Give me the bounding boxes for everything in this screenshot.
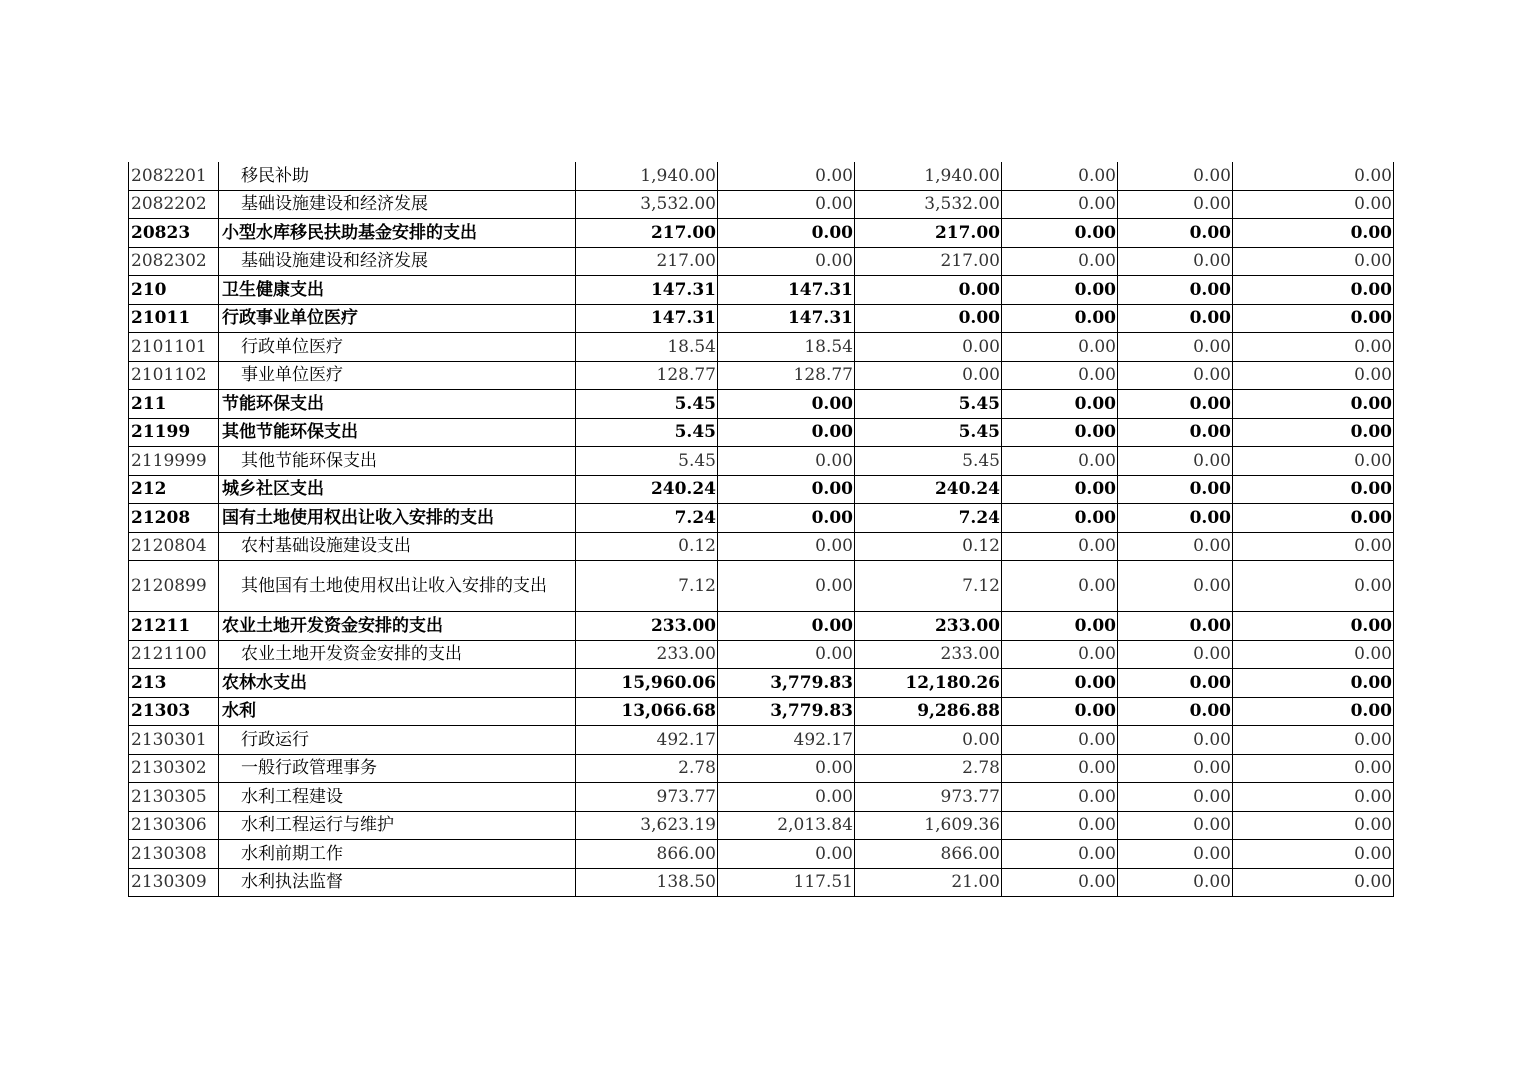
row-amount-3: 0.00 — [855, 333, 1002, 362]
row-name: 农业土地开发资金安排的支出 — [219, 612, 576, 641]
row-amount-1: 217.00 — [576, 247, 718, 276]
row-amount-3: 217.00 — [855, 247, 1002, 276]
row-amount-6: 0.00 — [1233, 811, 1394, 840]
row-name: 基础设施建设和经济发展 — [219, 190, 576, 219]
row-amount-5: 0.00 — [1118, 276, 1233, 305]
row-name: 基础设施建设和经济发展 — [219, 247, 576, 276]
row-amount-1: 217.00 — [576, 219, 718, 248]
row-amount-1: 18.54 — [576, 333, 718, 362]
row-amount-6: 0.00 — [1233, 697, 1394, 726]
row-amount-6: 0.00 — [1233, 868, 1394, 897]
row-amount-1: 13,066.68 — [576, 697, 718, 726]
row-amount-3: 233.00 — [855, 640, 1002, 669]
row-amount-1: 866.00 — [576, 840, 718, 869]
table-row — [129, 190, 1394, 219]
row-code: 2130306 — [129, 811, 219, 840]
table-row — [129, 726, 1394, 755]
row-name: 移民补助 — [219, 162, 576, 190]
row-amount-5: 0.00 — [1118, 669, 1233, 698]
row-name: 水利工程运行与维护 — [219, 811, 576, 840]
row-amount-2: 0.00 — [718, 504, 855, 533]
row-amount-4: 0.00 — [1002, 390, 1118, 419]
row-amount-3: 2.78 — [855, 754, 1002, 783]
row-amount-4: 0.00 — [1002, 504, 1118, 533]
row-amount-6: 0.00 — [1233, 840, 1394, 869]
row-amount-1: 15,960.06 — [576, 669, 718, 698]
row-amount-1: 3,532.00 — [576, 190, 718, 219]
row-amount-4: 0.00 — [1002, 868, 1118, 897]
row-name: 水利执法监督 — [219, 868, 576, 897]
row-amount-6: 0.00 — [1233, 640, 1394, 669]
row-amount-6: 0.00 — [1233, 475, 1394, 504]
row-amount-3: 0.00 — [855, 726, 1002, 755]
row-name: 水利 — [219, 697, 576, 726]
row-amount-1: 1,940.00 — [576, 162, 718, 190]
row-code: 2119999 — [129, 447, 219, 476]
row-amount-2: 147.31 — [718, 276, 855, 305]
row-amount-3: 0.00 — [855, 304, 1002, 333]
row-name: 节能环保支出 — [219, 390, 576, 419]
row-amount-5: 0.00 — [1118, 783, 1233, 812]
row-code: 212 — [129, 475, 219, 504]
table-row — [129, 361, 1394, 390]
row-amount-5: 0.00 — [1118, 418, 1233, 447]
row-amount-6: 0.00 — [1233, 333, 1394, 362]
row-amount-2: 147.31 — [718, 304, 855, 333]
row-amount-2: 117.51 — [718, 868, 855, 897]
row-amount-1: 5.45 — [576, 390, 718, 419]
row-amount-3: 0.12 — [855, 532, 1002, 561]
row-name: 城乡社区支出 — [219, 475, 576, 504]
row-amount-6: 0.00 — [1233, 162, 1394, 190]
row-amount-2: 0.00 — [718, 754, 855, 783]
row-amount-2: 0.00 — [718, 162, 855, 190]
row-amount-6: 0.00 — [1233, 190, 1394, 219]
row-amount-5: 0.00 — [1118, 561, 1233, 612]
row-amount-5: 0.00 — [1118, 475, 1233, 504]
row-code: 2130305 — [129, 783, 219, 812]
row-name: 小型水库移民扶助基金安排的支出 — [219, 219, 576, 248]
row-amount-4: 0.00 — [1002, 361, 1118, 390]
row-code: 213 — [129, 669, 219, 698]
row-amount-6: 0.00 — [1233, 390, 1394, 419]
table-row — [129, 669, 1394, 698]
row-amount-3: 1,609.36 — [855, 811, 1002, 840]
row-amount-2: 3,779.83 — [718, 697, 855, 726]
table-row — [129, 447, 1394, 476]
row-amount-3: 233.00 — [855, 612, 1002, 641]
row-amount-2: 0.00 — [718, 219, 855, 248]
row-name: 一般行政管理事务 — [219, 754, 576, 783]
row-amount-6: 0.00 — [1233, 669, 1394, 698]
row-amount-4: 0.00 — [1002, 219, 1118, 248]
row-amount-6: 0.00 — [1233, 532, 1394, 561]
row-code: 2130301 — [129, 726, 219, 755]
row-amount-4: 0.00 — [1002, 532, 1118, 561]
row-amount-4: 0.00 — [1002, 669, 1118, 698]
table-row — [129, 840, 1394, 869]
row-amount-5: 0.00 — [1118, 868, 1233, 897]
row-amount-4: 0.00 — [1002, 640, 1118, 669]
row-amount-3: 21.00 — [855, 868, 1002, 897]
row-amount-6: 0.00 — [1233, 504, 1394, 533]
row-amount-3: 5.45 — [855, 418, 1002, 447]
row-name: 水利前期工作 — [219, 840, 576, 869]
row-amount-1: 0.12 — [576, 532, 718, 561]
row-amount-6: 0.00 — [1233, 726, 1394, 755]
row-amount-2: 3,779.83 — [718, 669, 855, 698]
row-amount-5: 0.00 — [1118, 811, 1233, 840]
row-code: 2130309 — [129, 868, 219, 897]
row-amount-1: 5.45 — [576, 418, 718, 447]
row-amount-4: 0.00 — [1002, 612, 1118, 641]
row-amount-2: 0.00 — [718, 447, 855, 476]
row-amount-6: 0.00 — [1233, 247, 1394, 276]
row-name: 国有土地使用权出让收入安排的支出 — [219, 504, 576, 533]
row-code: 21208 — [129, 504, 219, 533]
row-code: 2082202 — [129, 190, 219, 219]
row-amount-4: 0.00 — [1002, 447, 1118, 476]
row-amount-1: 128.77 — [576, 361, 718, 390]
row-amount-1: 240.24 — [576, 475, 718, 504]
row-amount-2: 0.00 — [718, 840, 855, 869]
table-row — [129, 754, 1394, 783]
row-amount-6: 0.00 — [1233, 418, 1394, 447]
row-code: 21211 — [129, 612, 219, 641]
row-amount-3: 9,286.88 — [855, 697, 1002, 726]
row-amount-5: 0.00 — [1118, 333, 1233, 362]
row-amount-2: 0.00 — [718, 190, 855, 219]
row-amount-4: 0.00 — [1002, 754, 1118, 783]
row-name: 农村基础设施建设支出 — [219, 532, 576, 561]
table-body — [129, 162, 1394, 897]
row-amount-5: 0.00 — [1118, 726, 1233, 755]
table-row — [129, 612, 1394, 641]
row-name: 农林水支出 — [219, 669, 576, 698]
row-name: 行政事业单位医疗 — [219, 304, 576, 333]
row-amount-5: 0.00 — [1118, 754, 1233, 783]
row-amount-5: 0.00 — [1118, 162, 1233, 190]
row-amount-1: 973.77 — [576, 783, 718, 812]
row-amount-1: 492.17 — [576, 726, 718, 755]
row-name: 事业单位医疗 — [219, 361, 576, 390]
row-name: 卫生健康支出 — [219, 276, 576, 305]
row-amount-3: 1,940.00 — [855, 162, 1002, 190]
row-code: 2130308 — [129, 840, 219, 869]
row-amount-3: 217.00 — [855, 219, 1002, 248]
table-row — [129, 504, 1394, 533]
row-code: 2082302 — [129, 247, 219, 276]
row-amount-1: 5.45 — [576, 447, 718, 476]
row-code: 2130302 — [129, 754, 219, 783]
table-row — [129, 219, 1394, 248]
row-amount-1: 7.12 — [576, 561, 718, 612]
row-amount-5: 0.00 — [1118, 219, 1233, 248]
row-amount-4: 0.00 — [1002, 247, 1118, 276]
row-name: 水利工程建设 — [219, 783, 576, 812]
row-amount-4: 0.00 — [1002, 811, 1118, 840]
row-amount-1: 3,623.19 — [576, 811, 718, 840]
row-amount-3: 12,180.26 — [855, 669, 1002, 698]
row-amount-5: 0.00 — [1118, 840, 1233, 869]
row-amount-3: 3,532.00 — [855, 190, 1002, 219]
row-amount-2: 2,013.84 — [718, 811, 855, 840]
row-amount-2: 0.00 — [718, 561, 855, 612]
row-amount-1: 7.24 — [576, 504, 718, 533]
row-code: 21303 — [129, 697, 219, 726]
row-amount-2: 0.00 — [718, 390, 855, 419]
row-code: 2101101 — [129, 333, 219, 362]
row-name: 其他国有土地使用权出让收入安排的支出 — [219, 561, 576, 612]
row-amount-2: 492.17 — [718, 726, 855, 755]
row-amount-5: 0.00 — [1118, 247, 1233, 276]
row-amount-1: 233.00 — [576, 612, 718, 641]
row-name: 行政运行 — [219, 726, 576, 755]
table-row — [129, 475, 1394, 504]
row-name: 其他节能环保支出 — [219, 418, 576, 447]
row-amount-3: 973.77 — [855, 783, 1002, 812]
table-row — [129, 561, 1394, 612]
row-amount-6: 0.00 — [1233, 219, 1394, 248]
row-amount-4: 0.00 — [1002, 697, 1118, 726]
row-amount-2: 128.77 — [718, 361, 855, 390]
row-amount-6: 0.00 — [1233, 304, 1394, 333]
row-amount-3: 7.24 — [855, 504, 1002, 533]
row-amount-4: 0.00 — [1002, 726, 1118, 755]
row-name: 行政单位医疗 — [219, 333, 576, 362]
row-amount-2: 0.00 — [718, 418, 855, 447]
row-amount-5: 0.00 — [1118, 697, 1233, 726]
row-amount-5: 0.00 — [1118, 640, 1233, 669]
row-amount-4: 0.00 — [1002, 333, 1118, 362]
row-amount-4: 0.00 — [1002, 162, 1118, 190]
row-amount-3: 866.00 — [855, 840, 1002, 869]
row-code: 2120804 — [129, 532, 219, 561]
row-code: 21199 — [129, 418, 219, 447]
table-row — [129, 276, 1394, 305]
row-amount-6: 0.00 — [1233, 612, 1394, 641]
row-amount-4: 0.00 — [1002, 475, 1118, 504]
budget-table — [128, 162, 1394, 897]
row-amount-2: 0.00 — [718, 532, 855, 561]
table-row — [129, 811, 1394, 840]
row-code: 21011 — [129, 304, 219, 333]
row-code: 210 — [129, 276, 219, 305]
row-amount-5: 0.00 — [1118, 504, 1233, 533]
row-amount-1: 233.00 — [576, 640, 718, 669]
row-amount-3: 7.12 — [855, 561, 1002, 612]
row-amount-6: 0.00 — [1233, 276, 1394, 305]
row-amount-5: 0.00 — [1118, 304, 1233, 333]
row-amount-3: 5.45 — [855, 390, 1002, 419]
row-code: 211 — [129, 390, 219, 419]
row-amount-4: 0.00 — [1002, 783, 1118, 812]
row-amount-6: 0.00 — [1233, 754, 1394, 783]
table-row — [129, 640, 1394, 669]
table-row — [129, 162, 1394, 190]
table-row — [129, 783, 1394, 812]
row-amount-5: 0.00 — [1118, 390, 1233, 419]
row-amount-1: 138.50 — [576, 868, 718, 897]
table-row — [129, 390, 1394, 419]
row-amount-4: 0.00 — [1002, 840, 1118, 869]
table-row — [129, 697, 1394, 726]
row-amount-6: 0.00 — [1233, 447, 1394, 476]
table-row — [129, 247, 1394, 276]
row-amount-2: 0.00 — [718, 783, 855, 812]
row-amount-4: 0.00 — [1002, 561, 1118, 612]
row-amount-5: 0.00 — [1118, 361, 1233, 390]
table-row — [129, 333, 1394, 362]
row-amount-3: 5.45 — [855, 447, 1002, 476]
row-amount-4: 0.00 — [1002, 304, 1118, 333]
row-amount-5: 0.00 — [1118, 190, 1233, 219]
row-amount-6: 0.00 — [1233, 561, 1394, 612]
table-row — [129, 304, 1394, 333]
table-row — [129, 418, 1394, 447]
row-amount-2: 0.00 — [718, 475, 855, 504]
row-name: 其他节能环保支出 — [219, 447, 576, 476]
row-name: 农业土地开发资金安排的支出 — [219, 640, 576, 669]
row-code: 2120899 — [129, 561, 219, 612]
row-amount-5: 0.00 — [1118, 532, 1233, 561]
row-amount-1: 147.31 — [576, 304, 718, 333]
row-amount-2: 0.00 — [718, 612, 855, 641]
row-amount-1: 2.78 — [576, 754, 718, 783]
row-amount-1: 147.31 — [576, 276, 718, 305]
row-amount-5: 0.00 — [1118, 447, 1233, 476]
row-amount-2: 0.00 — [718, 247, 855, 276]
row-code: 20823 — [129, 219, 219, 248]
row-amount-6: 0.00 — [1233, 783, 1394, 812]
row-amount-4: 0.00 — [1002, 418, 1118, 447]
row-amount-3: 0.00 — [855, 276, 1002, 305]
row-amount-3: 0.00 — [855, 361, 1002, 390]
row-code: 2082201 — [129, 162, 219, 190]
row-amount-3: 240.24 — [855, 475, 1002, 504]
row-amount-6: 0.00 — [1233, 361, 1394, 390]
row-amount-2: 0.00 — [718, 640, 855, 669]
row-amount-2: 18.54 — [718, 333, 855, 362]
row-code: 2121100 — [129, 640, 219, 669]
table-row — [129, 532, 1394, 561]
row-amount-5: 0.00 — [1118, 612, 1233, 641]
row-amount-4: 0.00 — [1002, 190, 1118, 219]
table-row — [129, 868, 1394, 897]
row-amount-4: 0.00 — [1002, 276, 1118, 305]
row-code: 2101102 — [129, 361, 219, 390]
